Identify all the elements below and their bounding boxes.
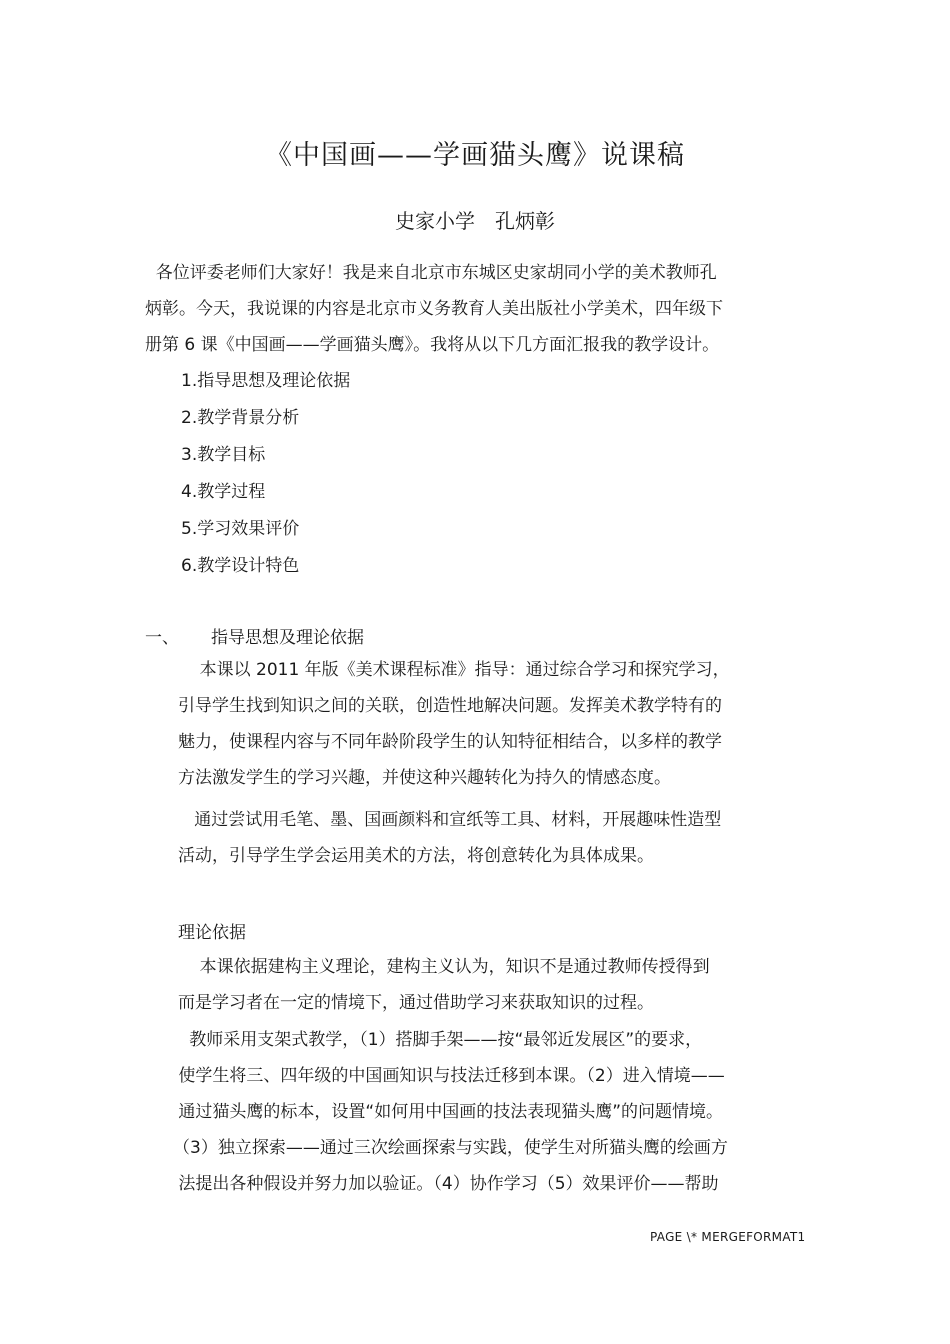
- outline-item: 4.教学过程: [181, 482, 266, 502]
- subheading: 理论依据: [178, 923, 246, 943]
- outline-item: 1.指导思想及理论依据: [181, 371, 351, 391]
- outline-item: 5.学习效果评价: [181, 519, 300, 539]
- intro-paragraph: 各位评委老师们大家好！我是来自北京市东城区史家胡同小学的美术教师孔 炳彰。今天，我说课的内容是北京市义务教育人美出版社小学美术，四年级下 册第 6 课《中国画——学画猫头鹰》。我将从以下几方面汇报我的教学设计。: [145, 263, 723, 355]
- body-paragraph: 教师采用支架式教学，（1）搭脚手架——按“最邻近发展区”的要求， 使学生将三、四年级的中国画知识与技法迁移到本课。（2）进入情境—— 通过猫头鹰的标本，设置“如何用中国画的技法表现猫头鹰”的问题情境。 （3）独立探索——通过三次绘画探索与实践，使学生对所猫头鹰的绘画方 法提出各种假设并努力加以验证。（4）协作学习（5）效果评价——帮助: [173, 1030, 728, 1194]
- document-title: 《中国画——学画猫头鹰》说课稿: [265, 140, 685, 171]
- body-paragraph: 本课依据建构主义理论，建构主义认为，知识不是通过教师传授得到 而是学习者在一定的情境下，通过借助学习来获取知识的过程。: [178, 957, 710, 1013]
- section-heading: [145, 623, 745, 648]
- section-title: 指导思想及理论依据: [211, 628, 364, 648]
- outline-item: 6.教学设计特色: [181, 556, 300, 576]
- body-paragraph: 通过尝试用毛笔、墨、国画颜料和宣纸等工具、材料，开展趣味性造型 活动，引导学生学会运用美术的方法，将创意转化为具体成果。: [178, 810, 722, 866]
- outline-item: 3.教学目标: [181, 445, 266, 465]
- author-line: 史家小学 孔炳彰: [395, 209, 555, 233]
- section-number: 一、: [145, 628, 179, 648]
- body-paragraph: 本课以 2011 年版《美术课程标准》指导：通过综合学习和探究学习， 引导学生找到知识之间的关联，创造性地解决问题。发挥美术教学特有的 魅力，使课程内容与不同年龄阶段学生的认知特征相结合，以多样的教学 方法激发学生的学习兴趣，并使这种兴趣转化为持久的情感态度。: [178, 660, 730, 788]
- page-footer: PAGE \* MERGEFORMAT1: [650, 1230, 806, 1244]
- outline-item: 2.教学背景分析: [181, 408, 300, 428]
